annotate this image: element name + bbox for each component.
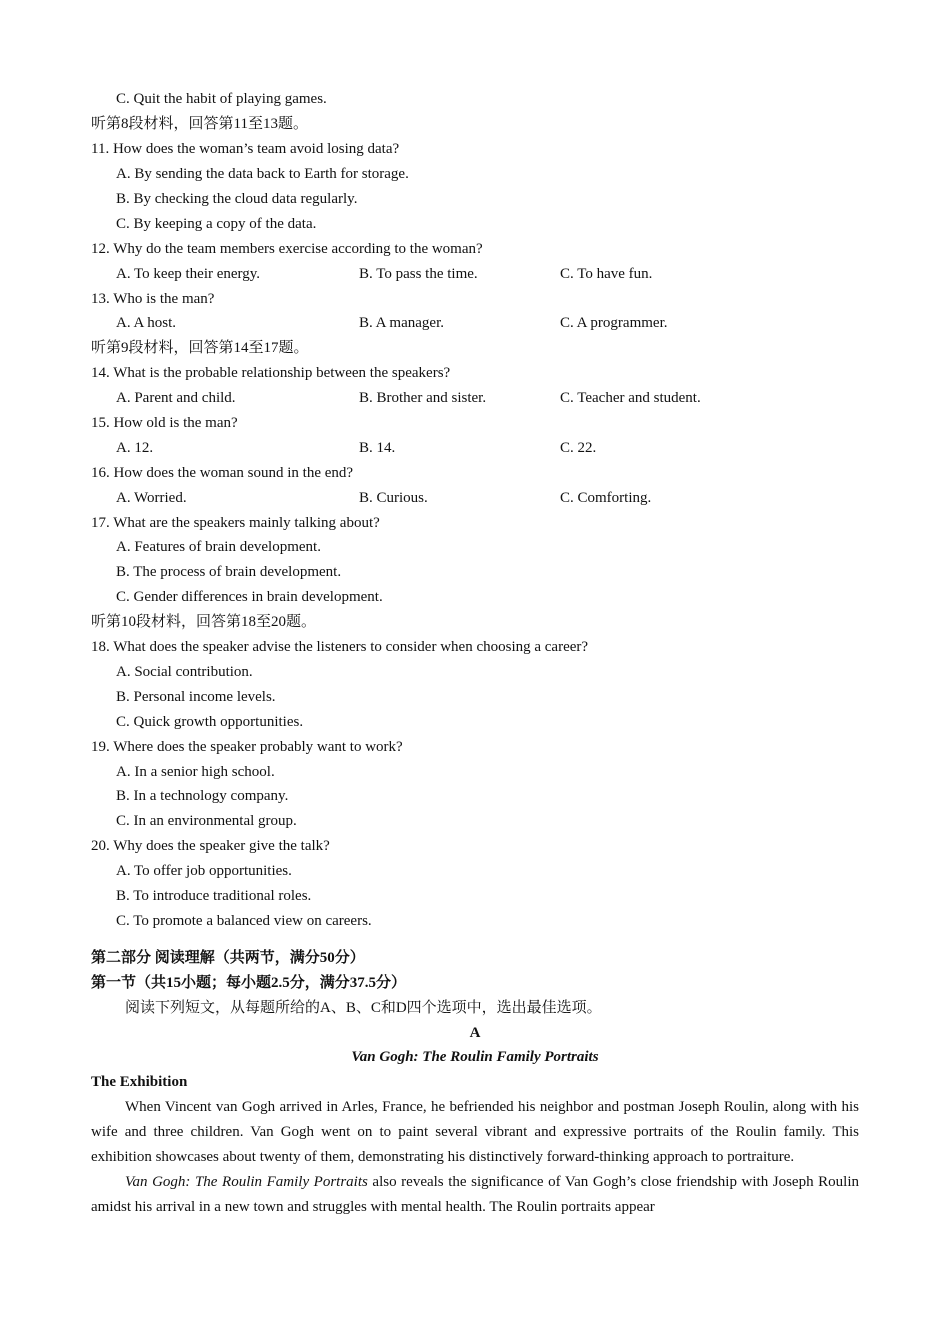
q13-option-c: C. A programmer. [560,315,668,331]
q18-option-c: C. Quick growth opportunities. [116,714,304,730]
paragraph-1: When Vincent van Gogh arrived in Arles, France, he befriended his neighbor and postman Joseph Roulin, along with his wife and three children. Van Gogh went on to paint several vibrant and expressive portraits of the Roulin family. This exhibition showcases about twenty of them, demonstrating his distinctively forward-thinking approach to portraiture. [91,1099,859,1165]
q13-option-a: A. A host. [116,315,177,331]
paragraph-2 [91,1170,859,1220]
section9-instruction: 听第9段材料，回答第14至17题。 [91,340,309,356]
q11-stem: 11. How does the woman’s team avoid losing data? [91,141,400,157]
section-heading: 第一节（共15小题；每小题2.5分，满分37.5分） [91,975,407,991]
q15-option-c: C. 22. [560,440,597,456]
q14-option-a: A. Parent and child. [116,390,236,406]
q18-stem: 18. What does the speaker advise the listeners to consider when choosing a career? [91,639,589,655]
q14-option-b: B. Brother and sister. [359,390,487,406]
passage-body [91,1095,859,1220]
q17-option-c: C. Gender differences in brain development. [116,589,383,605]
section8-instruction: 听第8段材料，回答第11至13题。 [91,116,308,132]
q16-option-b: B. Curious. [359,490,428,506]
q15-option-b: B. 14. [359,440,396,456]
q18-option-a: A. Social contribution. [116,664,253,680]
q11-option-c: C. By keeping a copy of the data. [116,216,317,232]
passage-letter: A [469,1025,481,1041]
section10-instruction: 听第10段材料，回答第18至20题。 [91,614,317,630]
part-heading: 第二部分 阅读理解（共两节，满分50分） [91,950,365,966]
q14-option-c: C. Teacher and student. [560,390,701,406]
q19-stem: 19. Where does the speaker probably want to work? [91,739,403,755]
exhibition-subheading: The Exhibition [91,1074,188,1090]
q11-option-a: A. By sending the data back to Earth for storage. [116,166,409,182]
q13-stem: 13. Who is the man? [91,291,215,307]
q10-option-c: C. Quit the habit of playing games. [116,91,327,107]
q20-option-b: B. To introduce traditional roles. [116,888,312,904]
q12-option-a: A. To keep their energy. [116,266,261,282]
q15-option-a: A. 12. [116,440,154,456]
q14-stem: 14. What is the probable relationship between the speakers? [91,365,451,381]
q18-option-b: B. Personal income levels. [116,689,276,705]
q12-stem: 12. Why do the team members exercise according to the woman? [91,241,483,257]
q11-option-b: B. By checking the cloud data regularly. [116,191,358,207]
q13-option-b: B. A manager. [359,315,444,331]
q19-option-b: B. In a technology company. [116,788,289,804]
q19-option-c: C. In an environmental group. [116,813,297,829]
q20-option-a: A. To offer job opportunities. [116,863,292,879]
q16-option-c: C. Comforting. [560,490,652,506]
q12-option-c: C. To have fun. [560,266,653,282]
q17-option-a: A. Features of brain development. [116,539,321,555]
paragraph-2-title: Van Gogh: The Roulin Family Portraits [125,1174,368,1190]
q20-option-c: C. To promote a balanced view on careers. [116,913,372,929]
q15-stem: 15. How old is the man? [91,415,238,431]
q12-option-b: B. To pass the time. [359,266,478,282]
reading-instruction: 阅读下列短文，从每题所给的A、B、C和D四个选项中，选出最佳选项。 [125,1000,602,1016]
q20-stem: 20. Why does the speaker give the talk? [91,838,330,854]
q19-option-a: A. In a senior high school. [116,764,275,780]
q17-stem: 17. What are the speakers mainly talking about? [91,515,380,531]
q16-stem: 16. How does the woman sound in the end? [91,465,354,481]
q17-option-b: B. The process of brain development. [116,564,342,580]
passage-title: Van Gogh: The Roulin Family Portraits [351,1049,599,1065]
paragraph-2-text: also reveals the significance of Van Gogh’s close friendship with Joseph Roulin amidst his arrival in a new town and struggles with mental health. The Roulin portraits appear [91,1174,860,1215]
q16-option-a: A. Worried. [116,490,187,506]
